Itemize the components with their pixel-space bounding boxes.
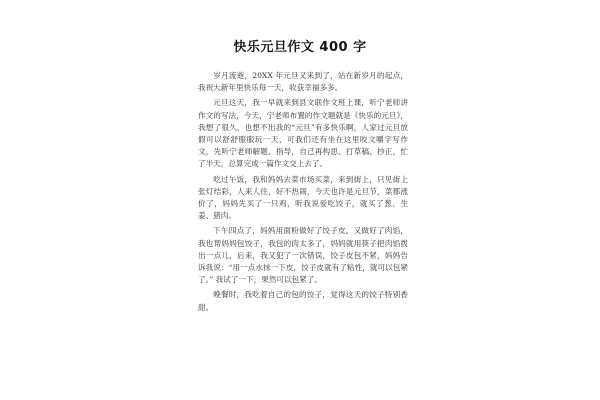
paragraph: 吃过午饭，我和妈妈去菜市场买菜，来到街上，只见街上张灯结彩，人来人往，好不热闹，今天也许是元旦节，菜都涨价了，妈妈先买了一只鸡，听我说爱吃饺子，就买了葱、生姜、猪肉。: [198, 174, 408, 221]
paragraph: 岁月流逝，20XX 年元旦又来到了，站在新岁月的起点，我祝大新年里快乐每一天，收获幸福多多。: [198, 71, 408, 93]
paragraph: 晚餐时，我吃着自己的包的饺子，觉得这天的饺子特别香甜。: [198, 290, 408, 312]
paragraph: 下午四点了，妈妈用面粉做好了饺子皮，又做好了肉馅，我也帮妈妈包饺子，我包的肉太多了，妈妈就用筷子把肉馅拨出一点儿，后来，我又犯了一次错误，饺子皮包不紧，妈妈告诉我说：“用一点水抹一下皮，饺子皮就有了粘性，就可以包紧了。” 我试了一下，果然可以包紧了。: [198, 226, 408, 285]
document-title: 快乐元旦作文 400 字: [233, 40, 367, 55]
document-body: [198, 70, 408, 317]
paragraph: 元旦这天，我一早就来到县文联作文班上课，听宁老师讲作文的写法，今天，宁老师布置的作文题就是《快乐的元旦》，我想了很久，也想不出我的“元旦”有多快乐啊，人家过元旦放假可以舒舒服服玩一天，可我们还有坐在这里咬文嚼字写作文，先听宁老师解题、指导，自己再构思、打草稿、抄正，忙了半天，总算完成一篇作文交上去了。: [198, 98, 408, 169]
